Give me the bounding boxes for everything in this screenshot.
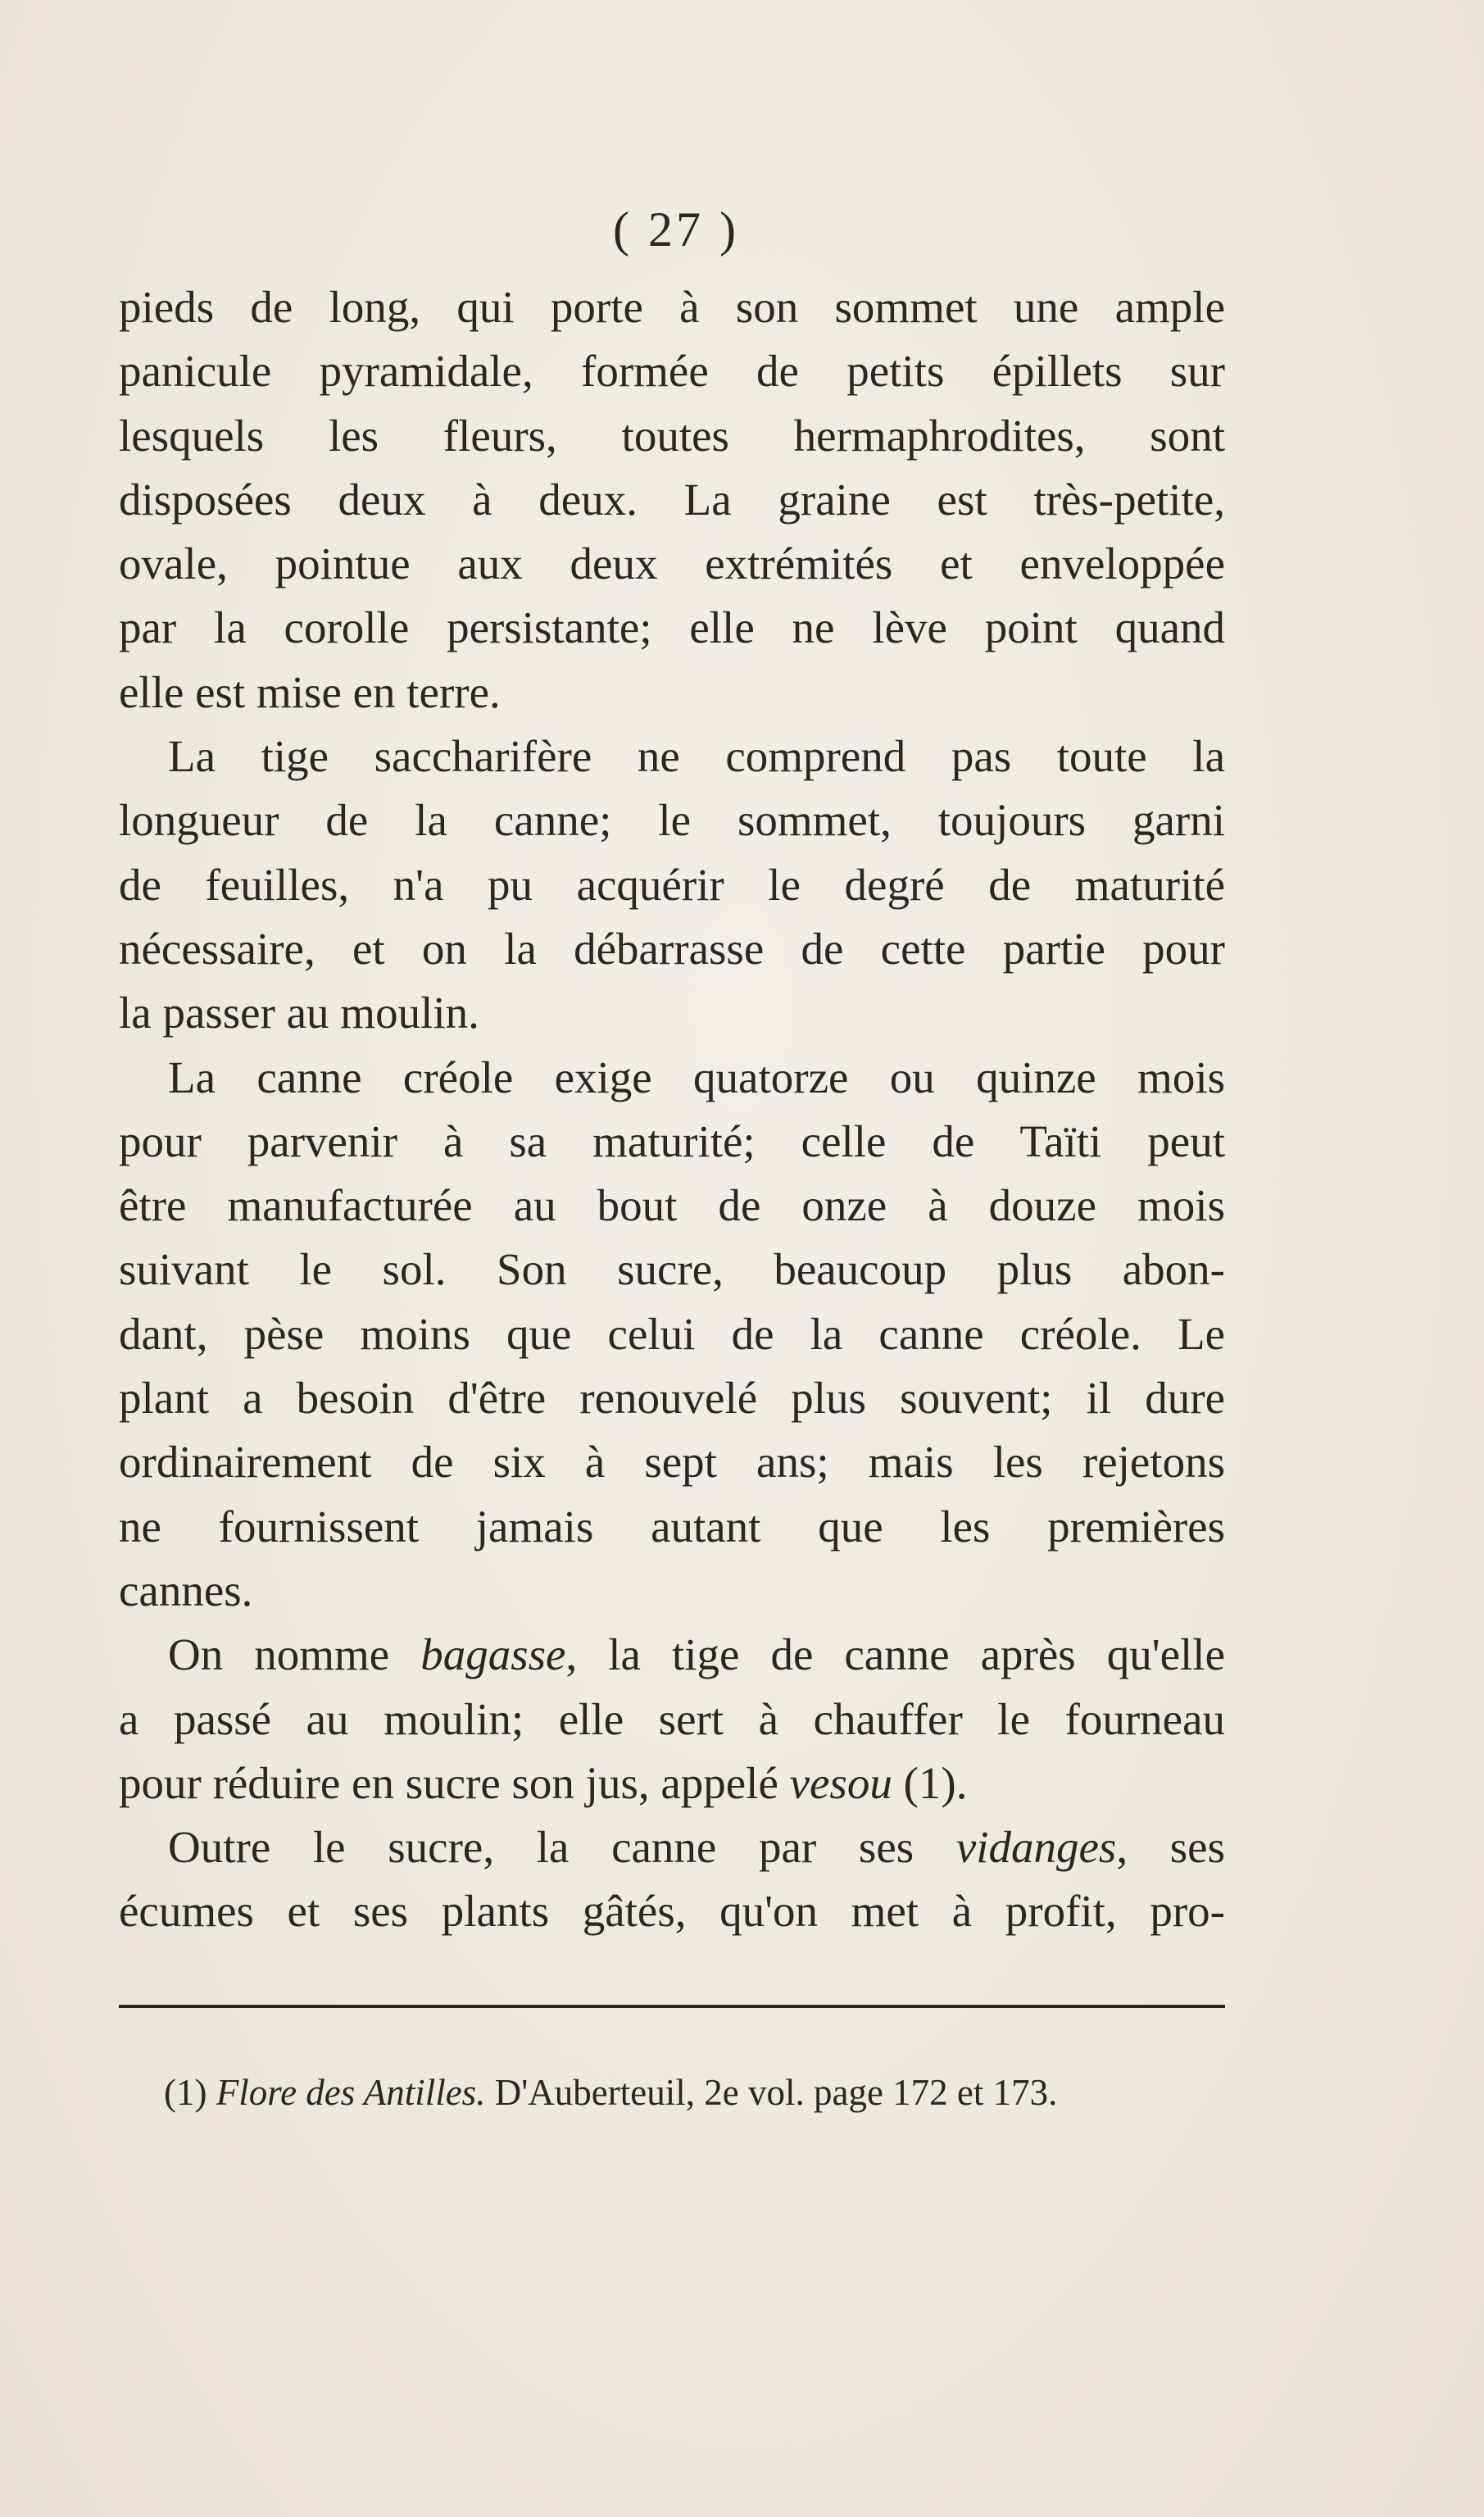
text-segment: Outre le sucre, la canne par ses bbox=[168, 1822, 956, 1873]
footnote-reference: D'Auberteuil, 2e vol. page 172 et 173. bbox=[485, 2072, 1058, 2113]
text-segment: nécessaire, et on la débarrasse de cette partie pour bbox=[119, 923, 1225, 974]
text-line bbox=[119, 1110, 1225, 1174]
text-line bbox=[119, 596, 1225, 660]
italic-term: vesou bbox=[789, 1757, 892, 1808]
text-line bbox=[119, 1688, 1225, 1751]
text-line bbox=[119, 1623, 1225, 1687]
text-segment: ovale, pointue aux deux extrémités et enveloppée bbox=[119, 538, 1225, 589]
page-number: ( 27 ) bbox=[613, 202, 739, 257]
text-segment: longueur de la canne; le sommet, toujours garni bbox=[119, 795, 1225, 846]
text-segment: disposées deux à deux. La graine est très-petite, bbox=[119, 474, 1225, 525]
text-segment: (1). bbox=[892, 1757, 968, 1808]
text-line bbox=[119, 981, 1225, 1045]
text-line bbox=[119, 1751, 1225, 1815]
text-segment: a passé au moulin; elle sert à chauffer le fourneau bbox=[119, 1693, 1225, 1744]
text-segment: , ses bbox=[1116, 1822, 1225, 1873]
text-line bbox=[119, 275, 1225, 339]
text-line bbox=[119, 1559, 1225, 1623]
text-line bbox=[119, 1366, 1225, 1430]
text-line bbox=[119, 339, 1225, 403]
text-segment: La tige saccharifère ne comprend pas toute la bbox=[168, 731, 1225, 782]
text-line bbox=[119, 661, 1225, 725]
text-segment: ordinairement de six à sept ans; mais les rejetons bbox=[119, 1437, 1225, 1488]
text-segment: pour parvenir à sa maturité; celle de Taïti peut bbox=[119, 1115, 1225, 1166]
italic-term: bagasse bbox=[420, 1629, 566, 1680]
text-line bbox=[119, 404, 1225, 468]
text-segment: être manufacturée au bout de onze à douze mois bbox=[119, 1180, 1225, 1231]
text-segment: suivant le sol. Son sucre, beaucoup plus abon- bbox=[119, 1244, 1225, 1295]
text-segment: ne fournissent jamais autant que les premières bbox=[119, 1501, 1225, 1552]
body-text bbox=[119, 275, 1225, 1944]
text-line bbox=[119, 788, 1225, 852]
text-segment: , la tige de canne après qu'elle bbox=[565, 1629, 1225, 1680]
text-segment: cannes. bbox=[119, 1565, 253, 1615]
text-line bbox=[119, 725, 1225, 788]
text-line bbox=[119, 1495, 1225, 1559]
footnote-marker: (1) bbox=[164, 2072, 216, 2113]
text-line bbox=[119, 1430, 1225, 1494]
italic-term: vidanges bbox=[955, 1822, 1117, 1873]
text-line bbox=[119, 917, 1225, 981]
footnote bbox=[164, 2068, 1237, 2117]
footnote-divider bbox=[119, 2005, 1225, 2008]
text-segment: dant, pèse moins que celui de la canne créole. Le bbox=[119, 1308, 1225, 1359]
text-line bbox=[119, 468, 1225, 532]
text-segment: écumes et ses plants gâtés, qu'on met à profit, pro- bbox=[119, 1886, 1225, 1937]
text-line bbox=[119, 1879, 1225, 1943]
text-line bbox=[119, 1174, 1225, 1238]
text-line bbox=[119, 853, 1225, 917]
text-line bbox=[119, 1815, 1225, 1879]
text-segment: pour réduire en sucre son jus, appelé bbox=[119, 1757, 790, 1808]
text-line bbox=[119, 1046, 1225, 1110]
text-segment: On nomme bbox=[168, 1629, 421, 1680]
text-segment: pieds de long, qui porte à son sommet une ample bbox=[119, 282, 1225, 332]
footnote-title: Flore des Antilles. bbox=[216, 2072, 486, 2113]
text-line bbox=[119, 1302, 1225, 1366]
text-segment: elle est mise en terre. bbox=[119, 666, 501, 717]
text-segment: panicule pyramidale, formée de petits épillets sur bbox=[119, 346, 1225, 397]
text-segment: de feuilles, n'a pu acquérir le degré de maturité bbox=[119, 859, 1225, 910]
text-line bbox=[119, 1238, 1225, 1302]
text-segment: plant a besoin d'être renouvelé plus souvent; il dure bbox=[119, 1373, 1225, 1424]
text-segment: lesquels les fleurs, toutes hermaphrodites, sont bbox=[119, 410, 1225, 461]
text-line bbox=[119, 532, 1225, 596]
text-segment: par la corolle persistante; elle ne lève point quand bbox=[119, 602, 1225, 653]
text-segment: la passer au moulin. bbox=[119, 988, 479, 1038]
text-segment: La canne créole exige quatorze ou quinze mois bbox=[168, 1052, 1225, 1102]
